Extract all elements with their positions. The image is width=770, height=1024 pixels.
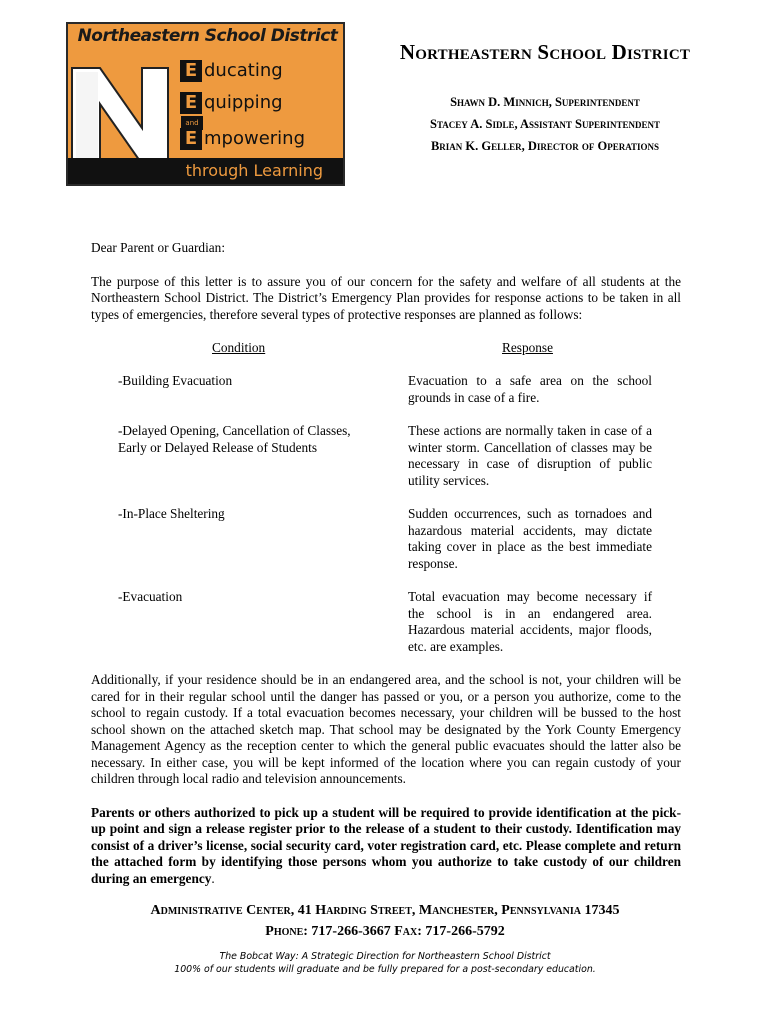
- condition-cell: -Building Evacuation: [118, 373, 233, 388]
- district-title: Northeastern School District: [399, 40, 691, 64]
- response-table-header: [91, 340, 681, 356]
- identification-notice-text: Parents or others authorized to pick up a student will be required to provide identification at the pick-up point and sign a release register prior to the release of a student to their custody. Identification may consist of a driver’s license, social security card, voter registration card, etc. Please complete and return the attached form by identifying those persons whom you authorize to take custody of our children during an emergency: [91, 804, 681, 886]
- logo-initial-e: E: [180, 60, 202, 82]
- logo-district-name: Northeastern School District: [77, 26, 338, 46]
- salutation: Dear Parent or Guardian:: [91, 240, 226, 255]
- logo-word-rest: ducating: [204, 60, 283, 81]
- footer-strategic-direction: The Bobcat Way: A Strategic Direction for Northeastern School District: [219, 951, 551, 962]
- logo-word-rest: mpowering: [204, 128, 306, 149]
- address-line: Administrative Center, 41 Harding Street, Manchester, Pennsylvania 17345: [150, 903, 620, 918]
- logo-word-rest: quipping: [204, 92, 283, 113]
- condition-header: Condition: [212, 340, 266, 355]
- logo-initial-e: E: [180, 92, 202, 114]
- condition-cell: -Delayed Opening, Cancellation of Classes, Early or Delayed Release of Students: [118, 423, 351, 455]
- officials-list: [360, 91, 730, 157]
- response-cell: Evacuation to a safe area on the school grounds in case of a fire.: [408, 373, 652, 405]
- condition-cell: -Evacuation: [118, 589, 183, 604]
- identification-notice: [91, 805, 681, 888]
- logo-word-educating: [180, 60, 283, 82]
- letterhead: [360, 40, 730, 157]
- logo-n-letter: [70, 62, 174, 166]
- logo-tagline: through Learning: [68, 158, 345, 184]
- table-row: [91, 373, 681, 406]
- additional-paragraph: Additionally, if your residence should be in an endangered area, and the school is not, your children will be cared for in their regular school until the danger has passed or you, or a person you authorize, come to the school to regain custody. If a total evacuation becomes necessary, your children will be bussed to the host school shown on the attached sketch map. That school may be designated by the York County Emergency Management Agency as the reception center to which the general public evacuates should the latter also be necessary. In either case, you will be kept informed of the location where you can regain custody of your children through local radio and television announcements.: [91, 672, 681, 786]
- district-logo: [66, 22, 345, 186]
- letter-body: [91, 240, 681, 900]
- logo-and: and: [181, 116, 203, 130]
- logo-word-equipping: [180, 92, 283, 114]
- phone-fax-line: Phone: 717-266-3667 Fax: 717-266-5792: [265, 924, 505, 939]
- logo-initial-e: E: [180, 128, 202, 150]
- footer-mission: 100% of our students will graduate and be fully prepared for a post-secondary education.: [174, 964, 596, 975]
- footer: [0, 950, 770, 976]
- condition-cell: -In-Place Sheltering: [118, 506, 225, 521]
- response-header: Response: [502, 340, 553, 355]
- table-row: [91, 589, 681, 655]
- address-block: [0, 900, 770, 942]
- table-row: [91, 423, 681, 489]
- intro-paragraph: The purpose of this letter is to assure you of our concern for the safety and welfare of all students at the Northeastern School District. The District’s Emergency Plan provides for response actions to be taken in all types of emergencies, therefore several types of protective responses are planned as follows:: [91, 273, 681, 322]
- official-assistant-superintendent: Stacey A. Sidle, Assistant Superintendent: [430, 117, 660, 131]
- response-cell: These actions are normally taken in case of a winter storm. Cancellation of classes may be necessary in case of disruption of public utility services.: [408, 423, 652, 488]
- response-cell: Total evacuation may become necessary if the school is in an endangered area. Hazardous material accidents, major floods, etc. are examples.: [408, 589, 652, 654]
- official-director-operations: Brian K. Geller, Director of Operations: [430, 139, 660, 153]
- identification-notice-period: .: [211, 870, 215, 886]
- table-row: [91, 506, 681, 572]
- response-cell: Sudden occurrences, such as tornadoes and hazardous material accidents, may dictate taking cover in place as the best immediate response.: [408, 506, 652, 571]
- official-superintendent: Shawn D. Minnich, Superintendent: [450, 95, 640, 109]
- logo-word-empowering: [180, 128, 305, 150]
